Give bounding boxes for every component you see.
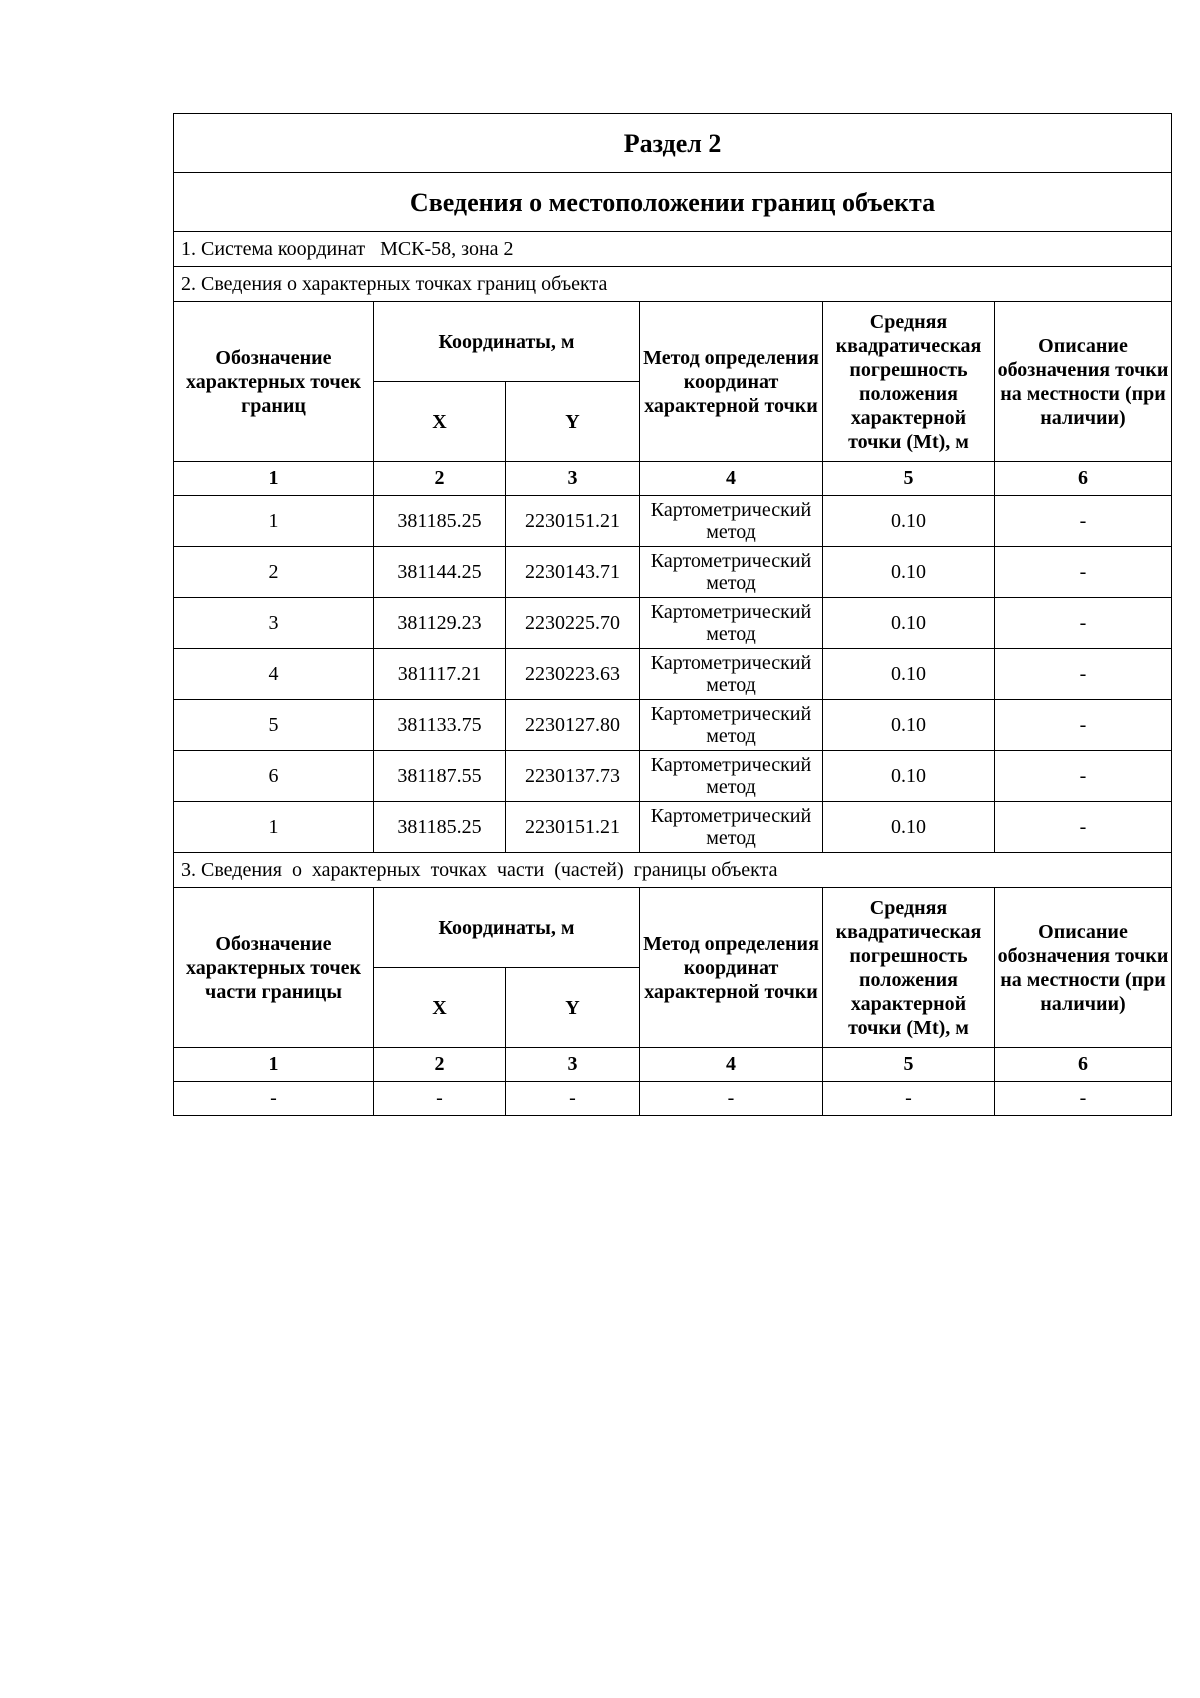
cell-point: 1	[174, 802, 374, 853]
part-header-coords: Координаты, м	[374, 888, 640, 968]
table-row	[174, 649, 1172, 700]
cell-method: Картометрический метод	[640, 547, 823, 598]
cell-x: 381185.25	[374, 496, 506, 547]
cell-method: Картометрический метод	[640, 751, 823, 802]
section-subtitle: Сведения о местоположении границ объекта	[174, 173, 1172, 232]
cell-point: 5	[174, 700, 374, 751]
coord-system-row	[174, 232, 1172, 267]
cell-x: 381117.21	[374, 649, 506, 700]
header-x: X	[374, 382, 506, 462]
cell-error: 0.10	[823, 802, 995, 853]
col-num: 2	[374, 1048, 506, 1082]
cell-method: Картометрический метод	[640, 700, 823, 751]
cell-desc: -	[995, 496, 1172, 547]
part-header-method: Метод определения координат характерной точки	[640, 888, 823, 1048]
part-header-description: Описание обозначения точки на местности (при наличии)	[995, 888, 1172, 1048]
header-description: Описание обозначения точки на местности (при наличии)	[995, 302, 1172, 462]
table-row	[174, 496, 1172, 547]
col-num: 1	[174, 1048, 374, 1082]
cell-method: Картометрический метод	[640, 649, 823, 700]
col-num: 5	[823, 462, 995, 496]
cell-error: 0.10	[823, 700, 995, 751]
cell-x: 381129.23	[374, 598, 506, 649]
part-header-error: Средняя квадратическая погрешность положения характерной точки (Mt), м	[823, 888, 995, 1048]
part-header-x: X	[374, 968, 506, 1048]
cell-point: 3	[174, 598, 374, 649]
table-row	[174, 802, 1172, 853]
cell-error: 0.10	[823, 598, 995, 649]
header-method: Метод определения координат характерной точки	[640, 302, 823, 462]
cell-error: -	[823, 1082, 995, 1116]
cell-point: 4	[174, 649, 374, 700]
table-row	[174, 751, 1172, 802]
cell-y: 2230151.21	[506, 496, 640, 547]
cell-y: 2230137.73	[506, 751, 640, 802]
section-title: Раздел 2	[174, 114, 1172, 173]
part-header-designation: Обозначение характерных точек части границы	[174, 888, 374, 1048]
boundary-points-heading: 2. Сведения о характерных точках границ объекта	[174, 267, 1172, 302]
cell-desc: -	[995, 802, 1172, 853]
cell-desc: -	[995, 700, 1172, 751]
cell-point: -	[174, 1082, 374, 1116]
header-designation: Обозначение характерных точек границ	[174, 302, 374, 462]
cell-point: 1	[174, 496, 374, 547]
coord-system-value: МСК-58, зона 2	[380, 237, 514, 260]
cell-desc: -	[995, 751, 1172, 802]
cell-desc: -	[995, 547, 1172, 598]
cell-x: 381133.75	[374, 700, 506, 751]
col-num: 4	[640, 462, 823, 496]
cell-error: 0.10	[823, 649, 995, 700]
cell-y: 2230143.71	[506, 547, 640, 598]
part-header-y: Y	[506, 968, 640, 1048]
cell-y: 2230151.21	[506, 802, 640, 853]
table-row	[174, 700, 1172, 751]
cell-point: 2	[174, 547, 374, 598]
cell-method: Картометрический метод	[640, 598, 823, 649]
cell-y: 2230225.70	[506, 598, 640, 649]
col-num: 2	[374, 462, 506, 496]
header-error: Средняя квадратическая погрешность положения характерной точки (Mt), м	[823, 302, 995, 462]
part-column-numbers-row	[174, 1048, 1172, 1082]
header-coords: Координаты, м	[374, 302, 640, 382]
cell-x: 381144.25	[374, 547, 506, 598]
cell-error: 0.10	[823, 496, 995, 547]
col-num: 5	[823, 1048, 995, 1082]
table-row	[174, 598, 1172, 649]
cell-method: Картометрический метод	[640, 802, 823, 853]
cell-desc: -	[995, 649, 1172, 700]
cell-method: -	[640, 1082, 823, 1116]
cell-desc: -	[995, 598, 1172, 649]
cell-y: 2230223.63	[506, 649, 640, 700]
header-y: Y	[506, 382, 640, 462]
coord-system-label: 1. Система координат	[181, 237, 366, 260]
cell-y: -	[506, 1082, 640, 1116]
cell-x: 381187.55	[374, 751, 506, 802]
column-numbers-row	[174, 462, 1172, 496]
cell-error: 0.10	[823, 751, 995, 802]
section-2-table	[173, 113, 1172, 1116]
cell-x: -	[374, 1082, 506, 1116]
col-num: 4	[640, 1048, 823, 1082]
cell-x: 381185.25	[374, 802, 506, 853]
col-num: 3	[506, 462, 640, 496]
cell-error: 0.10	[823, 547, 995, 598]
table-row	[174, 547, 1172, 598]
col-num: 6	[995, 1048, 1172, 1082]
cell-y: 2230127.80	[506, 700, 640, 751]
cell-desc: -	[995, 1082, 1172, 1116]
table-row	[174, 1082, 1172, 1116]
cell-method: Картометрический метод	[640, 496, 823, 547]
col-num: 1	[174, 462, 374, 496]
col-num: 3	[506, 1048, 640, 1082]
part-points-heading: 3. Сведения о характерных точках части (частей) границы объекта	[174, 853, 1172, 888]
cell-point: 6	[174, 751, 374, 802]
col-num: 6	[995, 462, 1172, 496]
